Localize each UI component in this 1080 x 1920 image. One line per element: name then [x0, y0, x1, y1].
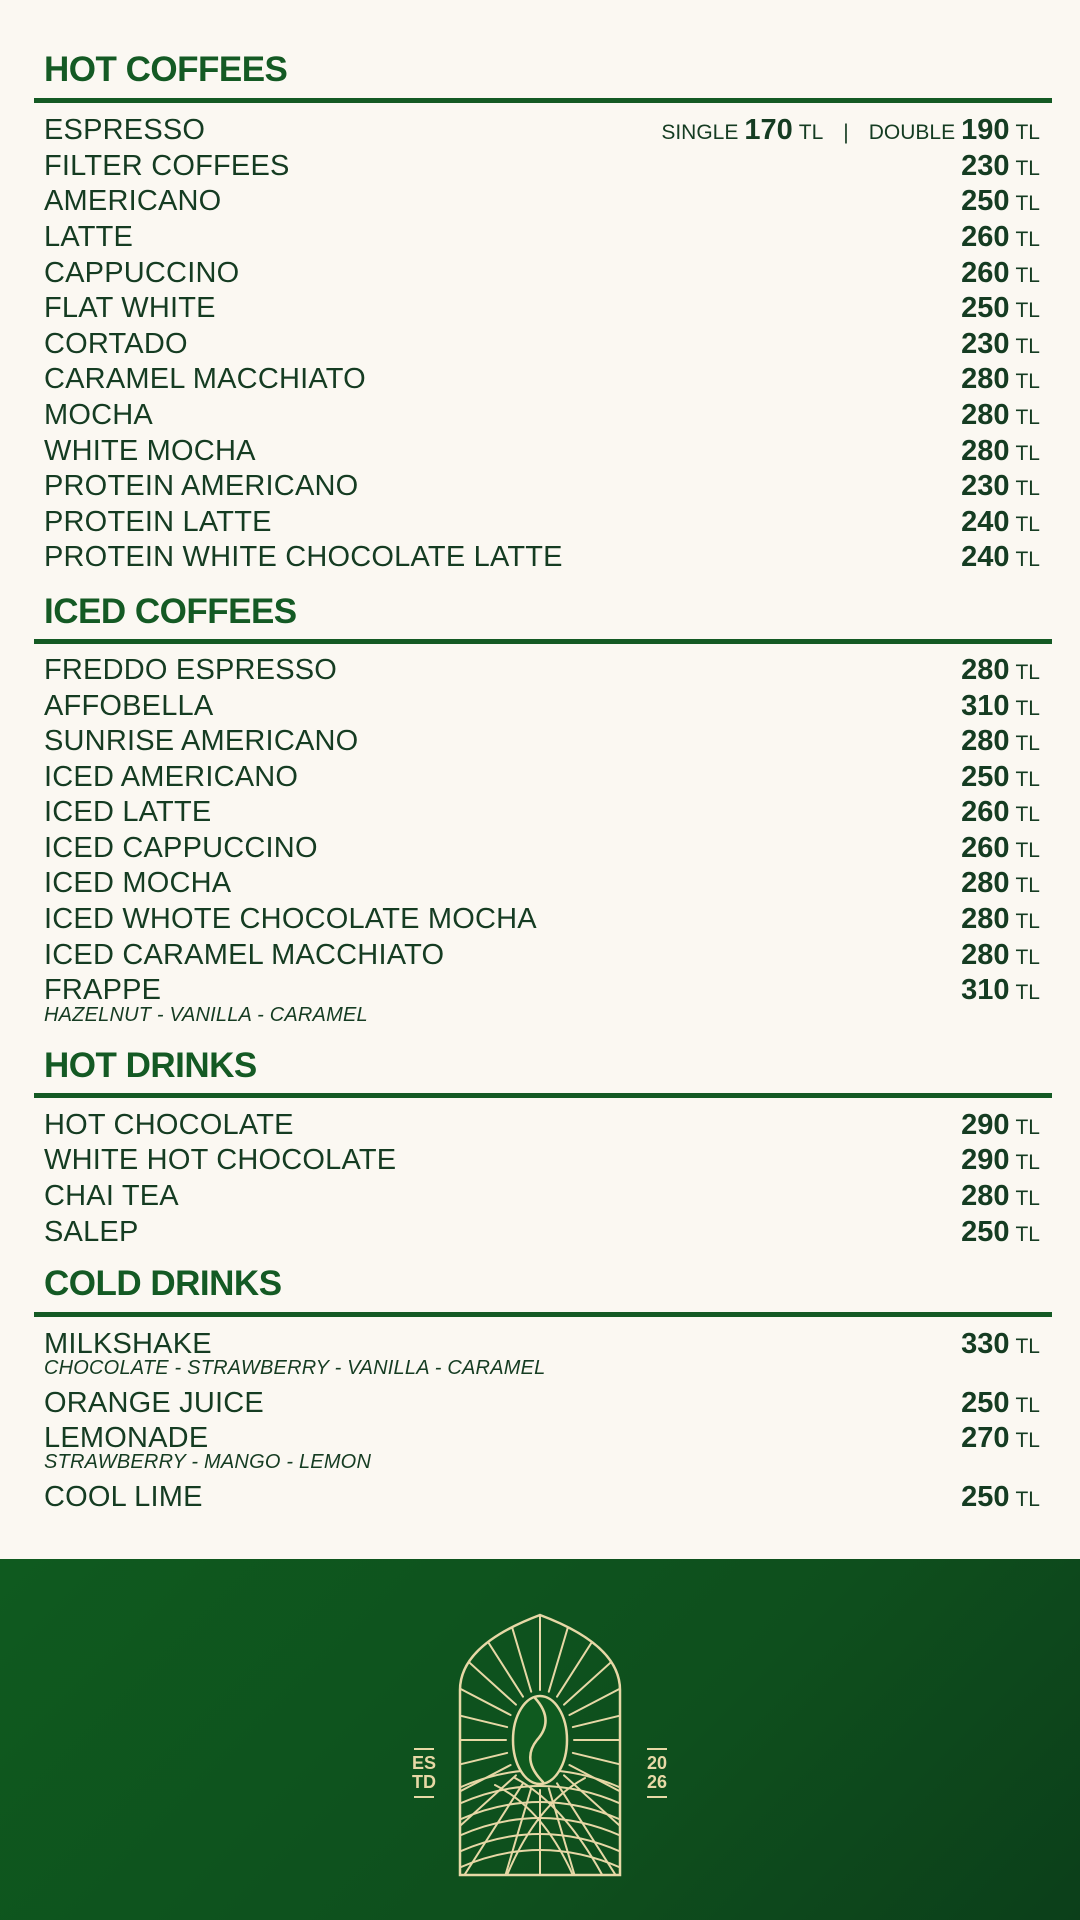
item-price: [961, 1328, 1040, 1361]
price-value: 250: [961, 1387, 1010, 1419]
price-value: 280: [961, 399, 1010, 431]
item-price: [961, 399, 1040, 432]
menu-item: [44, 653, 1040, 689]
menu-item: [44, 724, 1040, 760]
item-name: LEMONADE: [44, 1422, 209, 1454]
item-name: ORANGE JUICE: [44, 1387, 264, 1419]
section-title-hot-drinks: HOT DRINKS: [44, 1046, 257, 1085]
section-title-cold-drinks: COLD DRINKS: [44, 1264, 282, 1303]
section-divider: [34, 98, 1052, 103]
item-price: [961, 1387, 1040, 1420]
logo-ray: [557, 1610, 625, 1697]
item-name: ICED CAPPUCCINO: [44, 832, 318, 864]
item-name: MOCHA: [44, 399, 153, 431]
menu-item: [44, 866, 1040, 902]
price-unit: TL: [1015, 477, 1040, 500]
price-unit: TL: [1015, 803, 1040, 826]
menu-item: [44, 760, 1040, 796]
price-value: 250: [961, 1481, 1010, 1513]
logo-ray: [455, 1610, 523, 1697]
price-single-value: 170: [744, 114, 793, 146]
dash-decoration: [647, 1748, 667, 1750]
price-single-label: SINGLE: [661, 121, 739, 144]
item-price: [961, 363, 1040, 396]
item-price: [961, 974, 1040, 1007]
price-value: 310: [961, 690, 1010, 722]
item-name: SUNRISE AMERICANO: [44, 725, 359, 757]
item-name: PROTEIN WHITE CHOCOLATE LATTE: [44, 541, 563, 573]
item-price: [961, 1109, 1040, 1142]
price-unit: TL: [1015, 335, 1040, 358]
menu-item: [44, 362, 1040, 398]
item-name: ESPRESSO: [44, 114, 206, 146]
item-price: [961, 1144, 1040, 1177]
price-unit: TL: [1015, 910, 1040, 933]
section-divider: [34, 1093, 1052, 1098]
price-value: 280: [961, 1180, 1010, 1212]
price-value: 310: [961, 974, 1010, 1006]
price-unit: TL: [1015, 1488, 1040, 1511]
price-value: 280: [961, 435, 1010, 467]
price-unit: TL: [1015, 406, 1040, 429]
price-unit: TL: [798, 121, 824, 144]
item-price: [961, 832, 1040, 865]
menu-item: [44, 1143, 1040, 1179]
price-value: 280: [961, 939, 1010, 971]
price-double-label: DOUBLE: [868, 121, 956, 144]
est-text: 26: [646, 1772, 668, 1792]
menu-item: [44, 256, 1040, 292]
logo-ray: [564, 1775, 625, 1880]
price-value: 260: [961, 796, 1010, 828]
item-name: FRAPPE: [44, 974, 162, 1006]
item-price: [961, 761, 1040, 794]
item-name: WHITE HOT CHOCOLATE: [44, 1144, 397, 1176]
menu-item: [44, 540, 1040, 576]
item-name: LATTE: [44, 221, 134, 253]
price-value: 250: [961, 292, 1010, 324]
item-name: CARAMEL MACCHIATO: [44, 363, 366, 395]
price-value: 280: [961, 654, 1010, 686]
est-left: [409, 1744, 439, 1802]
item-price: [961, 903, 1040, 936]
menu-item: [44, 1179, 1040, 1215]
menu-item: [44, 327, 1040, 363]
price-value: 240: [961, 541, 1010, 573]
item-price: [961, 221, 1040, 254]
menu-item: [44, 1480, 1040, 1516]
item-name: COOL LIME: [44, 1481, 203, 1513]
item-price: [961, 1481, 1040, 1514]
dash-decoration: [414, 1748, 434, 1750]
menu-item: [44, 795, 1040, 831]
item-price: [961, 435, 1040, 468]
price-value: 240: [961, 506, 1010, 538]
coffee-bean-arch-logo-icon: [455, 1610, 625, 1880]
menu-item: [44, 1215, 1040, 1251]
item-price: [961, 1422, 1040, 1455]
menu-item: [44, 831, 1040, 867]
item-price: [961, 292, 1040, 325]
item-price: [961, 328, 1040, 361]
item-price: [961, 867, 1040, 900]
section-divider: [34, 1312, 1052, 1317]
price-unit: TL: [1015, 661, 1040, 684]
menu-item: [44, 149, 1040, 185]
price-unit: TL: [1015, 981, 1040, 1004]
menu-item: [44, 1108, 1040, 1144]
price-unit: TL: [1015, 370, 1040, 393]
price-value: 230: [961, 150, 1010, 182]
price-unit: TL: [1015, 1335, 1040, 1358]
item-name: MILKSHAKE: [44, 1328, 212, 1360]
section-title-iced-coffees: ICED COFFEES: [44, 592, 297, 631]
logo-ray: [569, 1640, 625, 1715]
price-unit: TL: [1015, 157, 1040, 180]
item-name: ICED AMERICANO: [44, 761, 299, 793]
section-title-hot-coffees: HOT COFFEES: [44, 50, 288, 89]
price-unit: TL: [1015, 946, 1040, 969]
est-text: 20: [646, 1753, 668, 1773]
price-unit: TL: [1015, 1223, 1040, 1246]
menu-item: [44, 689, 1040, 725]
price-unit: TL: [1015, 697, 1040, 720]
item-name: AFFOBELLA: [44, 690, 214, 722]
price-unit: TL: [1015, 839, 1040, 862]
price-unit: TL: [1015, 1187, 1040, 1210]
logo-ray: [455, 1688, 507, 1727]
item-name: CHAI TEA: [44, 1180, 179, 1212]
item-name: FILTER COFFEES: [44, 150, 290, 182]
price-unit: TL: [1015, 874, 1040, 897]
est-text: TD: [412, 1772, 436, 1792]
price-value: 280: [961, 867, 1010, 899]
price-value: 260: [961, 221, 1010, 253]
menu-item: [44, 220, 1040, 256]
price-value: 280: [961, 725, 1010, 757]
price-value: 250: [961, 185, 1010, 217]
item-name: PROTEIN AMERICANO: [44, 470, 359, 502]
item-price: [661, 114, 1040, 147]
item-price: [961, 150, 1040, 183]
price-unit: TL: [1015, 264, 1040, 287]
item-name: PROTEIN LATTE: [44, 506, 272, 538]
price-value: 250: [961, 761, 1010, 793]
price-value: 280: [961, 903, 1010, 935]
menu-item: [44, 902, 1040, 938]
dash-decoration: [647, 1796, 667, 1798]
item-flavors: HAZELNUT - VANILLA - CARAMEL: [44, 1004, 368, 1026]
item-price: [961, 654, 1040, 687]
item-price: [961, 506, 1040, 539]
price-value: 280: [961, 363, 1010, 395]
price-value: 290: [961, 1109, 1010, 1141]
price-unit: TL: [1015, 442, 1040, 465]
price-unit: TL: [1015, 1394, 1040, 1417]
price-value: 230: [961, 470, 1010, 502]
price-unit: TL: [1015, 768, 1040, 791]
item-name: AMERICANO: [44, 185, 222, 217]
est-right: [642, 1744, 672, 1802]
item-price: [961, 725, 1040, 758]
price-unit: TL: [1015, 513, 1040, 536]
est-text: ES: [411, 1753, 436, 1773]
item-price: [961, 257, 1040, 290]
price-unit: TL: [1015, 121, 1040, 144]
item-price: [961, 541, 1040, 574]
dash-decoration: [414, 1796, 434, 1798]
item-name: SALEP: [44, 1216, 139, 1248]
menu-item: [44, 505, 1040, 541]
price-value: 270: [961, 1422, 1010, 1454]
item-name: ICED LATTE: [44, 796, 212, 828]
price-unit: TL: [1015, 1116, 1040, 1139]
item-flavors: STRAWBERRY - MANGO - LEMON: [44, 1451, 372, 1473]
menu-item: [44, 291, 1040, 327]
price-unit: TL: [1015, 732, 1040, 755]
menu-item: [44, 434, 1040, 470]
item-price: [961, 185, 1040, 218]
price-value: 250: [961, 1216, 1010, 1248]
section-divider: [34, 639, 1052, 644]
item-name: ICED MOCHA: [44, 867, 232, 899]
item-price: [961, 1180, 1040, 1213]
menu-item: [44, 398, 1040, 434]
logo-ray: [573, 1688, 625, 1727]
item-price: [961, 939, 1040, 972]
menu-item: [44, 469, 1040, 505]
price-unit: TL: [1015, 548, 1040, 571]
menu-item: [44, 184, 1040, 220]
item-price: [961, 1216, 1040, 1249]
item-name: HOT CHOCOLATE: [44, 1109, 294, 1141]
logo-ray: [455, 1640, 511, 1715]
price-unit: TL: [1015, 299, 1040, 322]
price-unit: TL: [1015, 192, 1040, 215]
menu-item: [44, 1386, 1040, 1422]
price-value: 260: [961, 257, 1010, 289]
item-name: CORTADO: [44, 328, 188, 360]
menu-item: [44, 938, 1040, 974]
item-name: WHITE MOCHA: [44, 435, 256, 467]
price-unit: TL: [1015, 228, 1040, 251]
item-price: [961, 796, 1040, 829]
price-value: 260: [961, 832, 1010, 864]
item-price: [961, 690, 1040, 723]
item-price: [961, 470, 1040, 503]
price-separator: |: [843, 121, 849, 144]
item-name: CAPPUCCINO: [44, 257, 240, 289]
item-flavors: CHOCOLATE - STRAWBERRY - VANILLA - CARAMEL: [44, 1357, 546, 1379]
price-value: 230: [961, 328, 1010, 360]
item-name: ICED WHOTE CHOCOLATE MOCHA: [44, 903, 537, 935]
price-unit: TL: [1015, 1429, 1040, 1452]
price-value: 290: [961, 1144, 1010, 1176]
menu-item-espresso: [44, 113, 1040, 149]
item-name: FREDDO ESPRESSO: [44, 654, 338, 686]
price-unit: TL: [1015, 1151, 1040, 1174]
price-value: 330: [961, 1328, 1010, 1360]
item-name: ICED CARAMEL MACCHIATO: [44, 939, 445, 971]
item-name: FLAT WHITE: [44, 292, 216, 324]
price-double-value: 190: [961, 114, 1010, 146]
